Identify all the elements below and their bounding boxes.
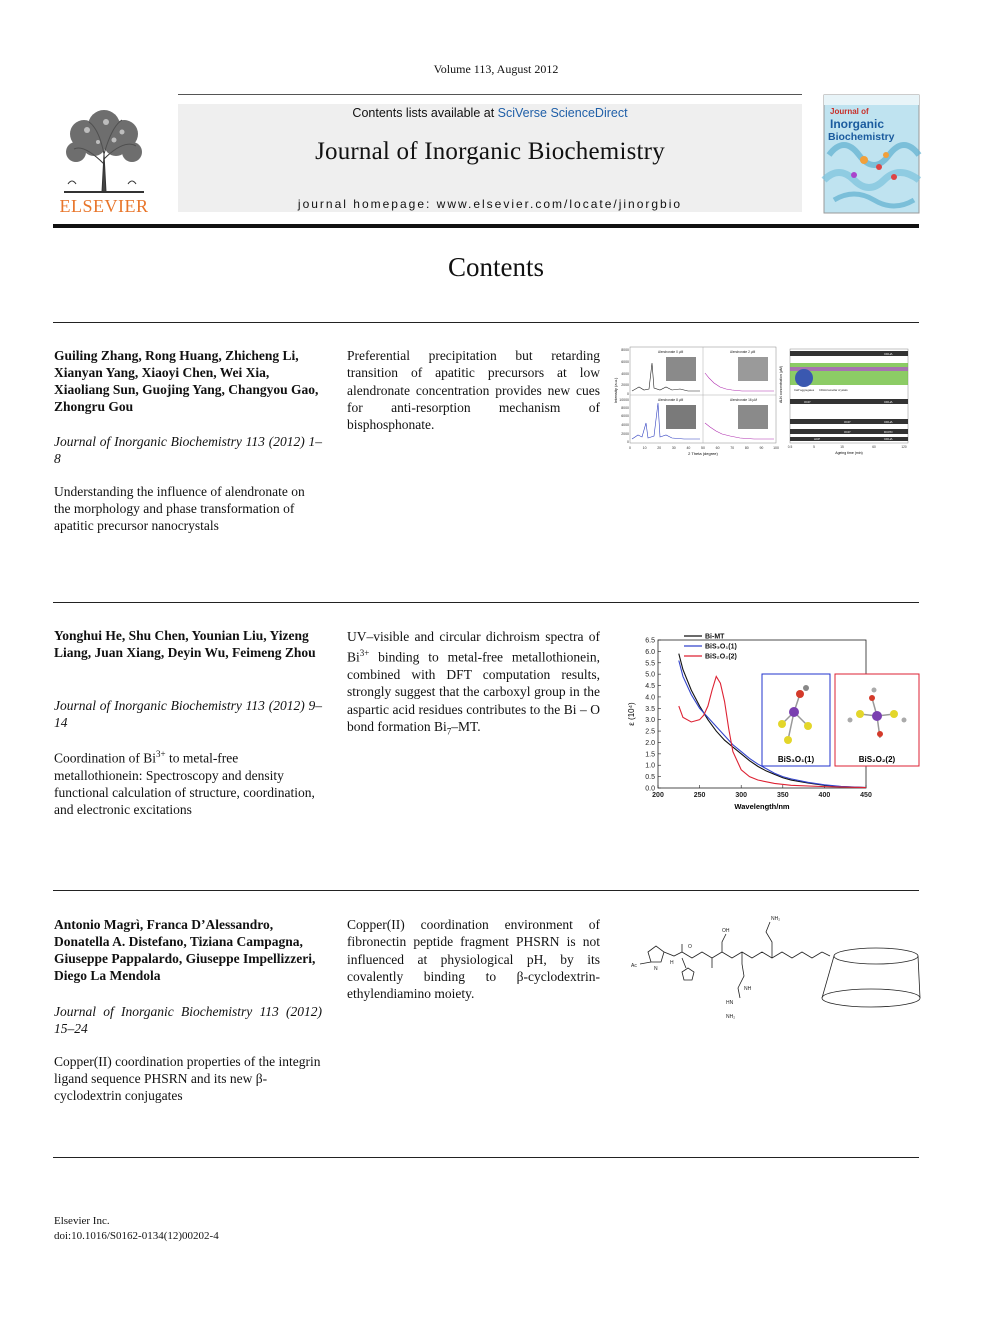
fig3-label: H bbox=[670, 960, 674, 966]
journal-title: Journal of Inorganic Biochemistry bbox=[315, 138, 665, 165]
fig1-xtick: 70 bbox=[730, 446, 735, 450]
fig3-label: Ac bbox=[631, 963, 637, 969]
legend-entry: BiS₃O₁(1) bbox=[705, 643, 737, 651]
article-2-title-pre: Coordination of Bi bbox=[54, 750, 156, 766]
fig1-right-xtick: 0.5 bbox=[787, 445, 793, 449]
y-tick-label: 5.5 bbox=[645, 660, 655, 668]
journal-homepage[interactable]: journal homepage: www.elsevier.com/locate/jinorgbio bbox=[297, 197, 683, 211]
article-2-abstract-sub: 7 bbox=[446, 726, 452, 737]
y-tick-label: 6.5 bbox=[645, 637, 655, 645]
chart-ylabel: ε (10⁴) bbox=[627, 702, 636, 726]
fig1-left-ylabel: Intensity (a.u.) bbox=[613, 377, 618, 403]
fig1-ytick: 4000 bbox=[621, 423, 629, 427]
fig1-phase-label: CDHA bbox=[884, 352, 893, 356]
header-top-rule bbox=[178, 94, 802, 95]
fig1-right-xtick: 15 bbox=[840, 445, 844, 449]
y-tick-label: 4.0 bbox=[645, 694, 655, 702]
fig1-panel-label: Alendronate 2 µM bbox=[730, 350, 756, 354]
structure-1-label: BiS₃O₁(1) bbox=[777, 755, 815, 764]
fig3-label: N bbox=[654, 966, 658, 972]
article-2-title-post: to metal-free metallothionein: Spectroscopy and density functional calculation of structure, coordination, and electronic excitations bbox=[54, 750, 315, 817]
y-tick-label: 0.5 bbox=[645, 774, 655, 782]
article-2-abstract-2: binding to metal-free metallothionein, combined with DFT computation results, strongly suggest that the carboxyl group in the aspartic acid residues contributes to the Bi – O bond formation Bi bbox=[347, 649, 600, 734]
article-2-title-sup: 3+ bbox=[156, 749, 166, 759]
x-tick-label: 250 bbox=[693, 792, 706, 799]
fig1-xtick: 30 bbox=[671, 446, 676, 450]
fig1-ytick: 6000 bbox=[621, 414, 629, 418]
fig1-right-xtick: 60 bbox=[872, 445, 876, 449]
fig1-phase-label: OCP bbox=[804, 400, 811, 404]
fig1-panel-label: Alendronate 16 µM bbox=[730, 398, 757, 402]
article-1-title[interactable]: Understanding the influence of alendronate on the morphology and phase transformation of apatitic precursor nanocrystals bbox=[54, 484, 305, 533]
fig1-right-xtick: 5 bbox=[813, 445, 815, 449]
fig1-ytick: 0 bbox=[627, 440, 629, 444]
fig1-panel-label: Alendronate 0 µM bbox=[658, 350, 684, 354]
x-tick-label: 350 bbox=[776, 792, 789, 799]
volume-line: Volume 113, August 2012 bbox=[433, 62, 559, 76]
fig1-phase-label: DCPD bbox=[884, 430, 893, 434]
contents-available-prefix: Contents lists available at bbox=[352, 106, 498, 120]
x-tick-label: 200 bbox=[652, 792, 664, 799]
fig1-xtick: 20 bbox=[657, 446, 662, 450]
y-tick-label: 3.5 bbox=[645, 705, 655, 713]
article-3-graphical-abstract bbox=[626, 912, 920, 1024]
page-title: Contents bbox=[447, 252, 544, 282]
fig3-label: O bbox=[688, 944, 692, 950]
article-1-citation[interactable]: Journal of Inorganic Biochemistry 113 (2012) 1–8 bbox=[54, 434, 322, 466]
fig1-panel-label: Alendronate 8 µM bbox=[658, 398, 684, 402]
article-1-abstract: Preferential precipitation but retarding transition of apatitic precursors at low alendronate concentration provides new cues for anti-resorption mechanism of bisphosphonate. bbox=[347, 348, 600, 433]
fig1-phase-label: CDHA bbox=[884, 437, 893, 441]
article-1-authors: Guiling Zhang, Rong Huang, Zhicheng Li, Xianyan Yang, Xiaoyi Chen, Wei Xia, Xiaoliang Sun, Guojing Yang, Changyou Gao, Zhongru Gou bbox=[54, 348, 319, 414]
fig1-left-xlabel: 2 Theta (degree) bbox=[688, 451, 718, 456]
article-divider bbox=[53, 322, 919, 323]
fig1-phase-label: CDHA bbox=[884, 420, 893, 424]
cover-title-2: Inorganic bbox=[830, 117, 885, 131]
x-tick-label: 450 bbox=[860, 792, 872, 799]
y-tick-label: 2.0 bbox=[645, 739, 655, 747]
fig1-annot-caP: CaP aggregates bbox=[794, 388, 815, 392]
fig1-xtick: 0 bbox=[629, 446, 631, 450]
fig1-phase-label: OCP bbox=[844, 420, 851, 424]
fig1-right-ylabel: ALN concentration (µM) bbox=[779, 365, 783, 403]
fig1-ytick: 2000 bbox=[621, 383, 629, 387]
fig1-ytick: 0 bbox=[627, 392, 629, 396]
fig1-phase-label: ACP bbox=[814, 437, 821, 441]
contents-available bbox=[178, 106, 802, 120]
cover-title-3: Biochemistry bbox=[828, 131, 895, 143]
fig1-phase-label: OCP bbox=[844, 430, 851, 434]
article-3-citation[interactable]: Journal of Inorganic Biochemistry 113 (2012) 15–24 bbox=[54, 1004, 322, 1036]
journal-cover[interactable] bbox=[824, 95, 919, 213]
fig1-xtick: 80 bbox=[744, 446, 749, 450]
fig3-label: NH₂ bbox=[771, 916, 781, 922]
fig1-xtick: 60 bbox=[715, 446, 720, 450]
sciencedirect-link[interactable]: SciVerse ScienceDirect bbox=[497, 106, 628, 120]
article-1-graphical-abstract bbox=[614, 343, 920, 458]
y-tick-label: 3.0 bbox=[645, 717, 655, 725]
fig3-label: HN bbox=[726, 1000, 734, 1006]
fig1-xtick: 90 bbox=[759, 446, 764, 450]
article-2-abstract-sup: 3+ bbox=[359, 648, 370, 659]
fig1-xtick: 100 bbox=[773, 446, 779, 450]
article-2-abstract-1: UV–visible and circular dichroism spectra of Bi bbox=[347, 629, 600, 665]
article-3-abstract: Copper(II) coordination environment of fibronectin peptide fragment PHSRN is not influenced at physiological pH, by its covalently binding to β-cyclodextrin-ethylendiamino moiety. bbox=[347, 917, 600, 1002]
article-3-authors: Antonio Magrì, Franca D’Alessandro, Donatella A. Distefano, Tiziana Campagna, Giuseppe Pappalardo, Giuseppe Impellizzeri, Diego La Mendola bbox=[54, 917, 316, 983]
article-2-authors: Yonghui He, Shu Chen, Younian Liu, Yizeng Liang, Juan Xiang, Deyin Wu, Feimeng Zhou bbox=[54, 628, 316, 660]
article-divider bbox=[53, 890, 919, 891]
fig1-ytick: 6000 bbox=[621, 360, 629, 364]
fig3-label: NH bbox=[744, 986, 752, 992]
y-tick-label: 1.0 bbox=[645, 762, 655, 770]
fig1-ytick: 10000 bbox=[619, 398, 629, 402]
cover-title-1: Journal of bbox=[830, 107, 869, 116]
uv-vis-chart bbox=[622, 630, 922, 825]
legend-entry: BiS₂O₂(2) bbox=[705, 653, 737, 661]
footer-doi[interactable]: doi:10.1016/S0162-0134(12)00202-4 bbox=[54, 1230, 219, 1242]
fig1-ytick: 8000 bbox=[621, 348, 629, 352]
x-tick-label: 400 bbox=[818, 792, 831, 799]
article-2-abstract-3: –MT. bbox=[451, 718, 481, 734]
fig1-right-xtick: 120 bbox=[901, 445, 907, 449]
x-tick-label: 300 bbox=[735, 792, 748, 799]
article-2-citation[interactable]: Journal of Inorganic Biochemistry 113 (2012) 9–14 bbox=[54, 698, 322, 730]
article-2-graphical-abstract bbox=[622, 630, 922, 825]
fig1-ytick: 2000 bbox=[621, 432, 629, 436]
fig1-ytick: 4000 bbox=[621, 372, 629, 376]
y-tick-label: 2.5 bbox=[645, 728, 655, 736]
elsevier-wordmark[interactable]: ELSEVIER bbox=[59, 196, 149, 216]
structure-2-label: BiS₂O₂(2) bbox=[858, 755, 896, 764]
fig1-xtick: 40 bbox=[686, 446, 691, 450]
y-tick-label: 1.5 bbox=[645, 751, 655, 759]
fig1-phase-label: CDHA bbox=[884, 400, 893, 404]
fig1-xtick: 10 bbox=[642, 446, 647, 450]
y-tick-label: 0.0 bbox=[645, 785, 655, 793]
y-tick-label: 4.5 bbox=[645, 683, 655, 691]
fig3-label: NH₂ bbox=[726, 1014, 736, 1020]
legend-entry: Bi-MT bbox=[705, 633, 725, 641]
footer-publisher: Elsevier Inc. bbox=[54, 1215, 110, 1227]
y-tick-label: 6.0 bbox=[645, 648, 655, 656]
chart-xlabel: Wavelength/nm bbox=[734, 802, 790, 811]
fig1-right-xlabel: Ageing time (min) bbox=[835, 451, 863, 455]
article-2-abstract bbox=[347, 628, 600, 741]
fig3-label: OH bbox=[722, 928, 730, 934]
fig1-ytick: 8000 bbox=[621, 406, 629, 410]
y-tick-label: 5.0 bbox=[645, 671, 655, 679]
article-3-title[interactable]: Copper(II) coordination properties of the integrin ligand sequence PHSRN and its new β-cyclodextrin conjugates bbox=[54, 1054, 321, 1103]
article-2-title[interactable] bbox=[54, 746, 324, 818]
fig1-annot-cdha: CDHA lamellar crystals bbox=[819, 388, 848, 392]
article-divider bbox=[53, 1157, 919, 1158]
header-thick-rule bbox=[53, 224, 919, 228]
article-divider bbox=[53, 602, 919, 603]
fig1-xtick: 50 bbox=[701, 446, 705, 450]
